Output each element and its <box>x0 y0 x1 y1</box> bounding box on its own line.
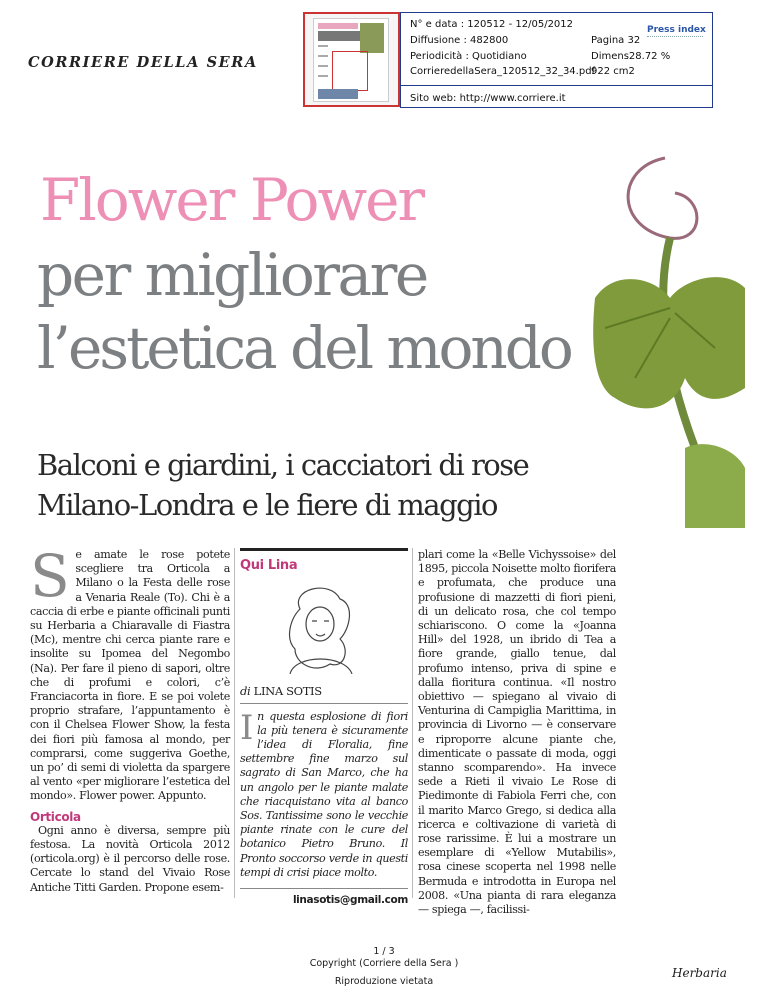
headline-line-2: per migliorare <box>37 241 427 309</box>
article-lead-paragraph: e amate le rose potete scegliere tra Orticola a Milano o la Festa delle rose a Venaria Reale (To). Chi è a caccia di erbe e piante officinali punti su Herbaria a Chiaravalle di Fiastra (Mc), mentre chi cerca piante rare e insolite su Ipomea del Negombo (Na). Per fare il pieno di sapori, oltre che di profumi e colori, c’è Franciacorta in fiore. E se poi volete proprio strafare, l’appuntamento è con il Chelsea Flower Show, la festa dei fiori più famosa al mondo, per comprarsi, come suggeriva Goethe, un po’ di semi di violetta da spargere al vento «per migliorare l’estetica del mondo». Flower power. Appunto. <box>30 548 230 803</box>
box-bottom-rule <box>240 888 408 889</box>
qui-lina-paragraph: n questa esplosione di fiori la più tenera è sicuramente l’idea di Floralia, fine settembre fine marzo sul sagrato di San Marco, che ha un angolo per le piante malate che riacquistano vita al banco Sos. Tantissime sono le vecchie piante rinate con le cure del botanico Pietro Bruno. Il Pronto soccorso verde in questi tempi di crisi piace molto. <box>240 709 408 879</box>
drop-cap: I <box>240 707 254 748</box>
info-dimens: Dimens28.72 % <box>591 51 671 62</box>
copyright-notice: Copyright (Corriere della Sera ) <box>309 958 459 969</box>
qui-lina-box <box>240 548 408 907</box>
info-file: CorrieredellaSera_120512_32_34.pdf <box>410 66 596 77</box>
byline-prefix: di <box>240 684 251 699</box>
subheadline-line-2: Milano-Londra e le fiere di maggio <box>37 488 497 522</box>
article-clipping <box>10 128 762 930</box>
qui-lina-heading: Qui Lina <box>240 558 298 573</box>
newspaper-masthead: CORRIERE DELLA SERA <box>28 54 258 71</box>
author-portrait-illustration <box>270 579 370 674</box>
page-number: 1 / 3 <box>373 946 395 957</box>
herbaria-label: Herbaria <box>672 966 727 980</box>
press-info-box <box>400 12 713 108</box>
reproduction-notice: Riproduzione vietata <box>334 976 434 987</box>
headline-line-3: l’estetica del mondo <box>37 314 571 382</box>
qui-lina-text <box>240 707 408 880</box>
info-diffusione: Diffusione : 482800 <box>410 35 509 46</box>
byline-rule <box>240 703 408 704</box>
article-column-1 <box>30 542 230 895</box>
byline-author-name: LINA SOTIS <box>253 684 322 699</box>
info-separator <box>401 85 712 86</box>
headline-line-1: Flower Power <box>40 166 424 234</box>
info-area: 922 cm2 <box>591 66 635 77</box>
drop-cap: S <box>30 542 70 610</box>
info-data: N° e data : 120512 - 12/05/2012 <box>410 19 574 30</box>
info-periodicita: Periodicità : Quotidiano <box>410 51 527 62</box>
subheadline-line-1: Balconi e giardini, i cacciatori di rose <box>37 448 529 482</box>
thumbnail-page <box>313 18 389 102</box>
press-index-logo: Press index <box>647 25 706 35</box>
section-paragraph-orticola: Ogni anno è diversa, sempre più festosa. La novità Orticola 2012 (orticola.org) è il percorso delle rose. Cercate lo stand del Vivaio Rose Antiche Titti Garden. Propone esem- <box>30 823 230 894</box>
info-pagina: Pagina 32 <box>591 35 641 46</box>
plant-illustration <box>575 148 750 528</box>
author-email: linasotis@gmail.com <box>292 894 408 907</box>
author-byline <box>240 684 408 698</box>
page-thumbnail <box>303 12 400 107</box>
info-website: Sito web: http://www.corriere.it <box>410 93 566 104</box>
article-paragraph-continued: plari come la «Belle Vichyssoise» del 1895, piccola Noisette molto fiorifera e profumata, che produce una profusione di mazzetti di fiori pieni, di un delicato rosa, che col tempo schiariscono. O come la «Joanna Hill» del 1928, un ibrido di Tea a fiore grande, giallo tenue, dal profumo intenso, priva di spine e dalla fioritura continua. «Il nostro obiettivo — spiegano al vivaio di Venturina di Campiglia Marittima, in provincia di Livorno — è conservare e riproporre alcune piante che, dimenticate o passate di moda, oggi stanno scomparendo». Ha invece sede a Rieti il vivaio Le Rose di Piedimonte di Fabiola Ferri che, con il marito Marco Grego, si dedica alla ricerca e coltivazione di varietà di rose rarissime. È lui a mostrare un esemplare di «Yellow Mutabilis», rosa cinese scoperta nel 1998 nelle Bermuda e introdotta in Europa nel 2008. «Una pianta di rara eleganza — spiega —, facilissi- <box>418 548 616 917</box>
column-divider <box>234 548 235 898</box>
press-index-logo-underline <box>647 36 703 38</box>
column-divider <box>412 548 413 898</box>
article-column-3 <box>418 548 616 917</box>
box-top-rule <box>240 548 408 551</box>
section-heading-orticola: Orticola <box>30 809 81 824</box>
thumbnail-highlight <box>332 51 368 91</box>
